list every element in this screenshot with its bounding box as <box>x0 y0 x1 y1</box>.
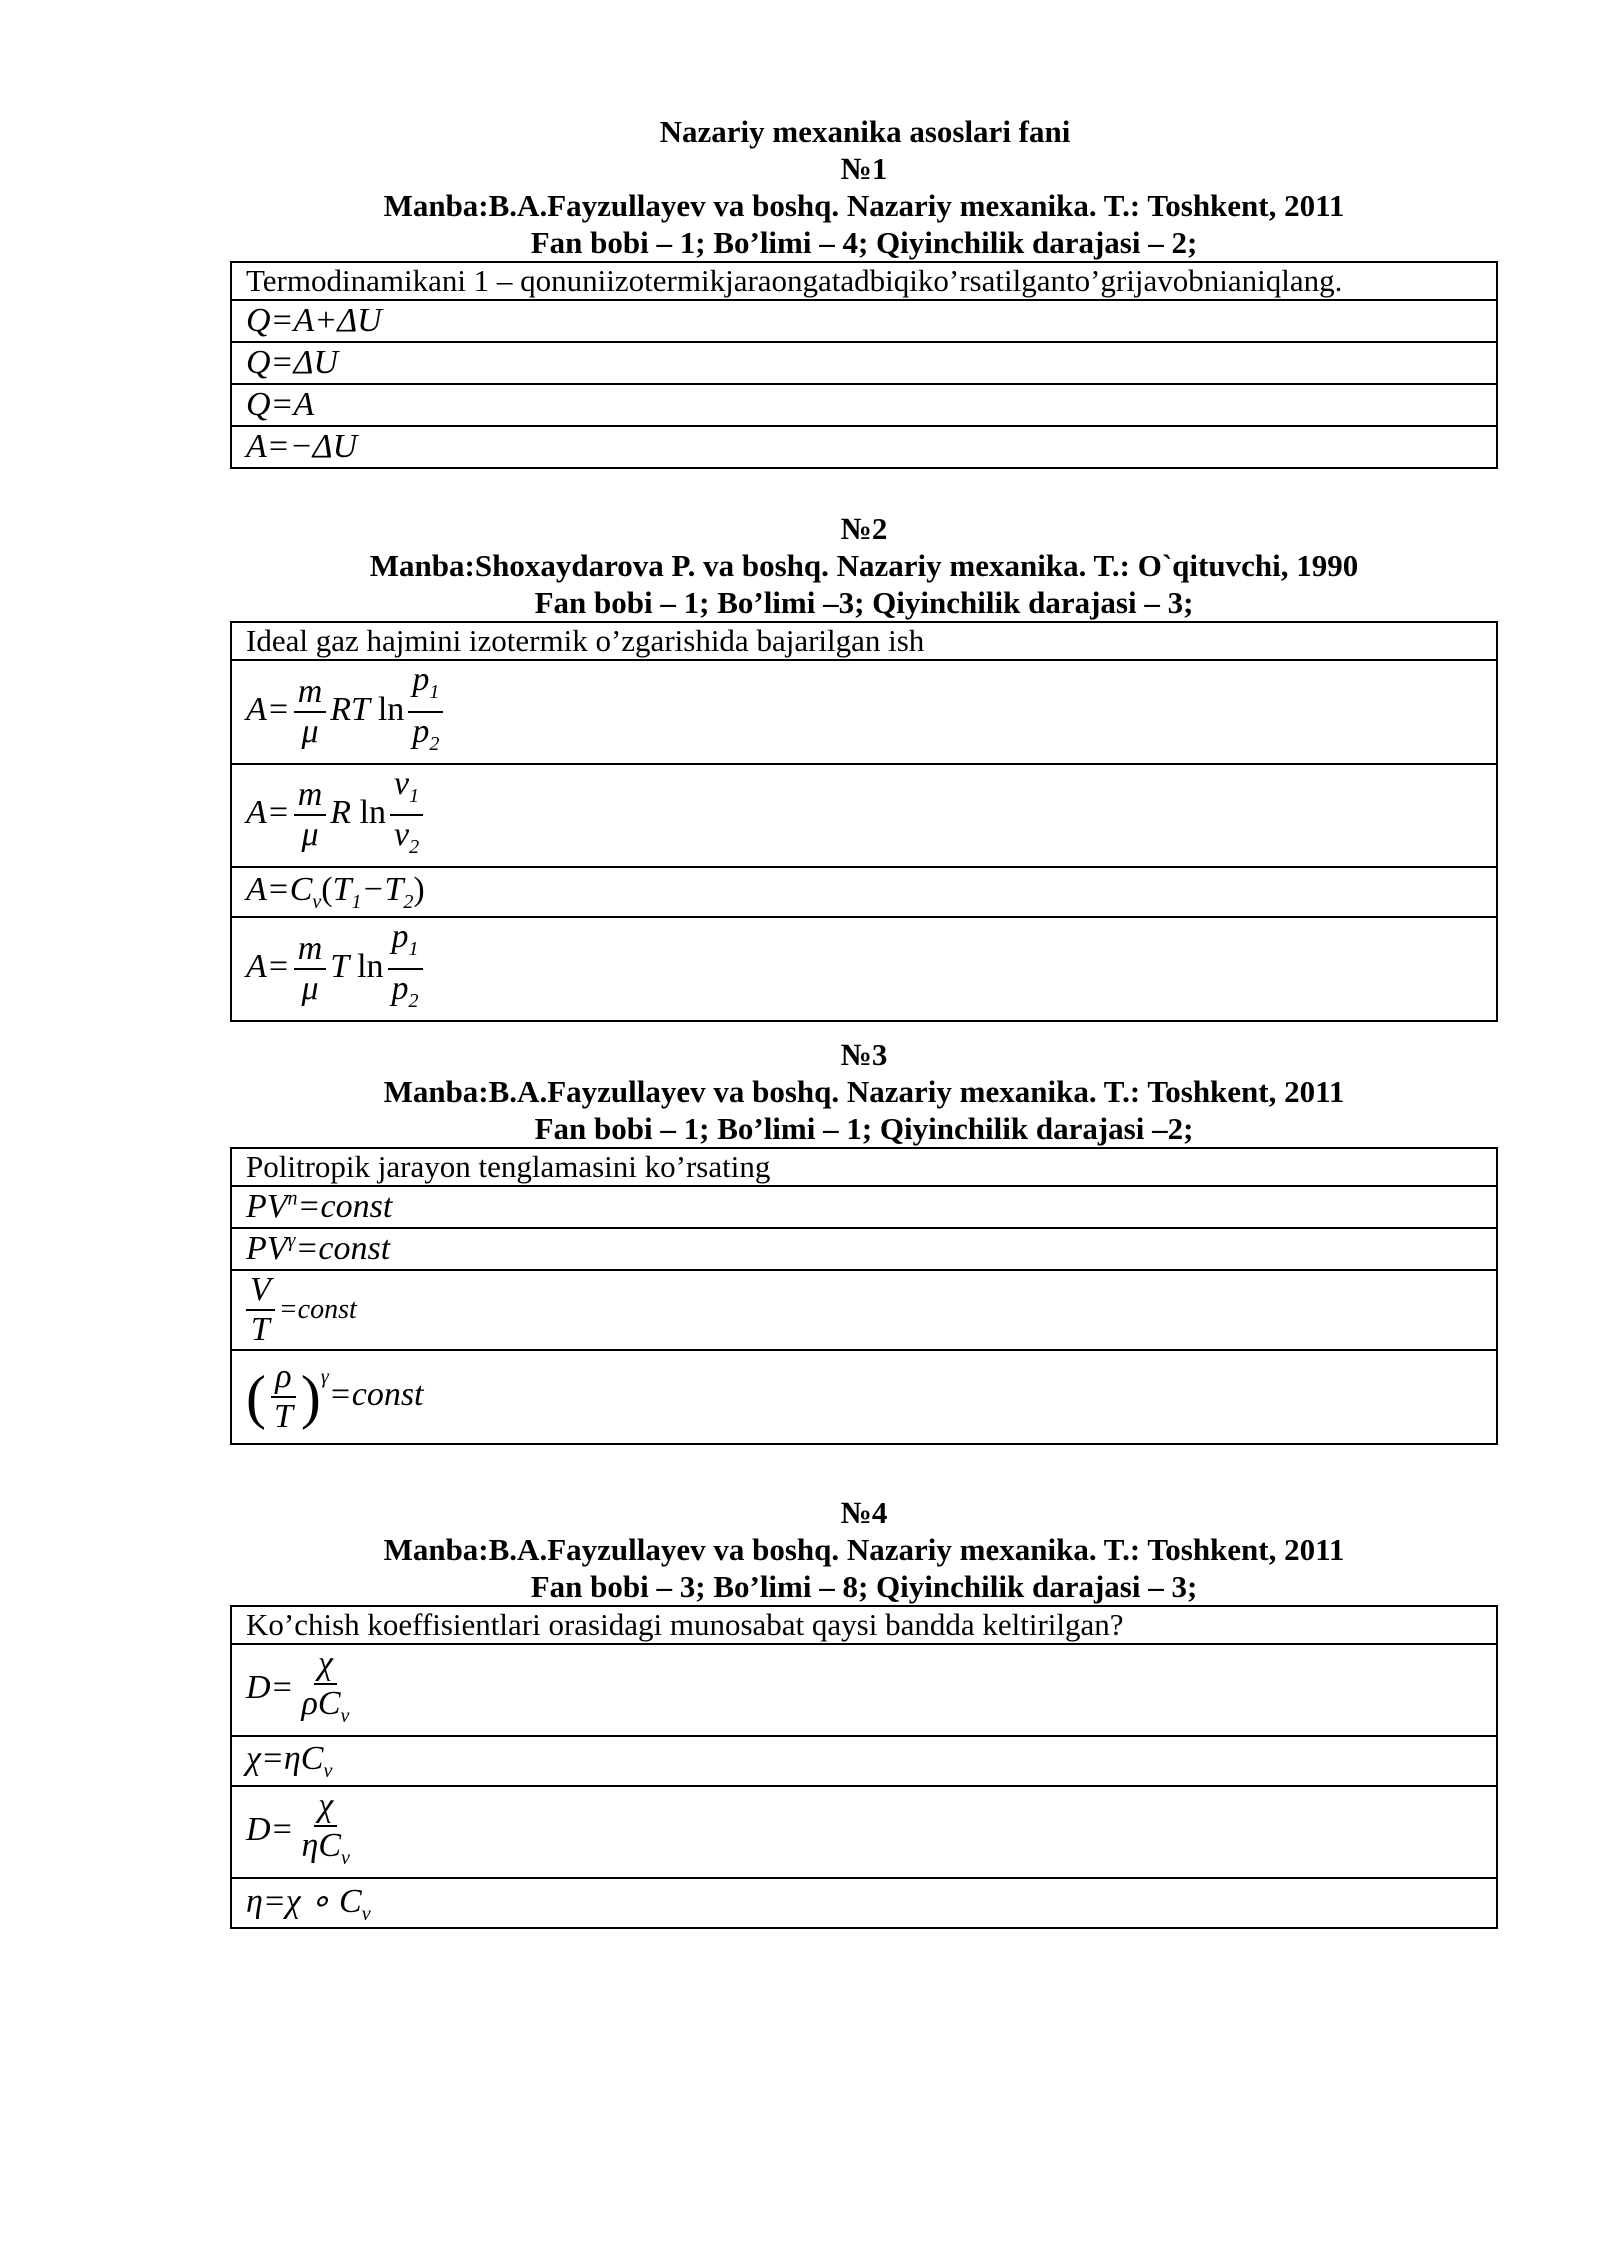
answer-option-3[interactable] <box>231 867 1497 917</box>
answer-option-2[interactable] <box>231 1736 1497 1786</box>
answer-option-1[interactable] <box>231 1186 1497 1228</box>
question-block-4 <box>230 1494 1498 1929</box>
question-source: Manba:B.A.Fayzullayev va boshq. Nazariy mexanika. T.: Toshkent, 2011 <box>383 188 1345 223</box>
question-block-1 <box>230 150 1498 469</box>
answer-option-2[interactable] <box>231 764 1497 868</box>
question-header <box>230 1036 1498 1147</box>
question-meta: Fan bobi – 1; Bo’limi –3; Qiyinchilik darajasi – 3; <box>534 585 1194 620</box>
option-formula: Q=A+ΔU <box>246 302 382 339</box>
question-table <box>230 1605 1498 1929</box>
question-source: Manba:B.A.Fayzullayev va boshq. Nazariy mexanika. T.: Toshkent, 2011 <box>383 1074 1345 1109</box>
answer-option-3[interactable] <box>231 1270 1497 1350</box>
option-formula: A=−ΔU <box>246 428 358 465</box>
option-formula: A= $\frac{m}{\mu}$ RT ln $\frac{p_1}{p_2}$ <box>246 691 447 728</box>
answer-option-2[interactable] <box>231 342 1497 384</box>
option-formula: D= $\frac{\chi}{\rho C_v}$ <box>246 1645 350 1727</box>
question-meta: Fan bobi – 1; Bo’limi – 1; Qiyinchilik darajasi –2; <box>534 1111 1194 1146</box>
question-stem: Ko’chish koeffisientlari orasidagi munosabat qaysi bandda keltirilgan? <box>231 1606 1497 1644</box>
question-table <box>230 621 1498 1022</box>
option-formula: $\frac{V}{T}$ =const <box>246 1289 357 1326</box>
question-header <box>230 510 1498 621</box>
question-stem: Termodinamikani 1 – qonuniizotermikjaraongatadbiqiko’rsatilganto’grijavobnianiqlang. <box>231 262 1497 300</box>
option-formula: $\chi=\eta C_v$ <box>246 1739 333 1782</box>
option-formula: $A=C_v(T_1-T_2)$ <box>246 870 425 913</box>
document-title: Nazariy mexanika asoslari fani <box>659 114 1071 149</box>
answer-option-2[interactable] <box>231 1228 1497 1270</box>
question-stem: Politropik jarayon tenglamasini ko’rsating <box>231 1148 1497 1186</box>
option-formula: ( $\frac{\rho}{T}$ )$^\gamma$=const <box>246 1358 424 1435</box>
question-source: Manba:B.A.Fayzullayev va boshq. Nazariy mexanika. T.: Toshkent, 2011 <box>383 1532 1345 1567</box>
question-number: №3 <box>840 1037 888 1072</box>
option-formula: A= $\frac{m}{\mu}$ T ln $\frac{p_1}{p_2}$ <box>246 948 427 985</box>
answer-option-3[interactable] <box>231 384 1497 426</box>
question-block-2 <box>230 510 1498 1022</box>
question-stem: Ideal gaz hajmini izotermik o’zgarishida bajarilgan ish <box>231 622 1497 660</box>
answer-option-1[interactable] <box>231 660 1497 764</box>
question-number: №1 <box>840 151 888 186</box>
answer-option-4[interactable] <box>231 917 1497 1021</box>
option-formula: Q=A <box>246 386 315 423</box>
question-meta: Fan bobi – 3; Bo’limi – 8; Qiyinchilik darajasi – 3; <box>530 1569 1198 1604</box>
answer-option-3[interactable] <box>231 1786 1497 1878</box>
option-formula: $PV^n=const$ <box>246 1187 393 1226</box>
question-meta: Fan bobi – 1; Bo’limi – 4; Qiyinchilik darajasi – 2; <box>530 225 1198 260</box>
option-formula: A= $\frac{m}{\mu}$ R ln $\frac{v_1}{v_2}$ <box>246 794 427 831</box>
question-number: №2 <box>840 511 888 546</box>
question-table <box>230 261 1498 469</box>
option-formula: D= $\frac{\chi}{\eta C_v}$ <box>246 1787 350 1869</box>
option-formula: $PV^\gamma=const$ <box>246 1229 391 1268</box>
answer-option-1[interactable] <box>231 1644 1497 1736</box>
question-block-3 <box>230 1036 1498 1445</box>
question-source: Manba:Shoxaydarova P. va boshq. Nazariy mexanika. T.: O`qituvchi, 1990 <box>369 548 1359 583</box>
option-formula: Q=ΔU <box>246 344 339 381</box>
answer-option-1[interactable] <box>231 300 1497 342</box>
question-number: №4 <box>840 1495 888 1530</box>
answer-option-4[interactable] <box>231 426 1497 468</box>
question-header <box>230 150 1498 261</box>
answer-option-4[interactable] <box>231 1878 1497 1928</box>
answer-option-4[interactable] <box>231 1350 1497 1444</box>
question-header <box>230 1494 1498 1605</box>
question-table <box>230 1147 1498 1445</box>
option-formula: η=χ ∘ $C_v$ <box>246 1882 371 1925</box>
